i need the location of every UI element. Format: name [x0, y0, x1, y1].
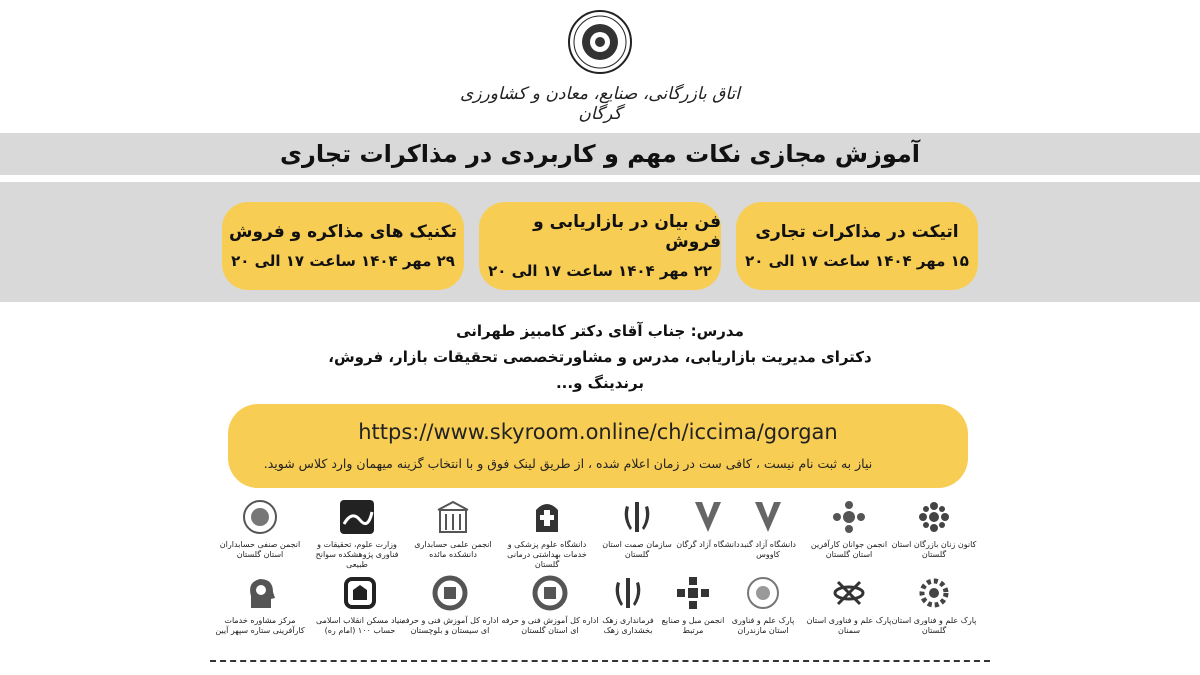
- org-item: [723, 574, 803, 636]
- building-icon: [434, 498, 472, 536]
- org-name: دانشگاه آزاد گنبد کاووس: [740, 540, 796, 559]
- org-item: [497, 498, 597, 570]
- org-name: اداره کل آموزش فنی و حرفه ای سیستان و بلوچستان: [401, 616, 499, 635]
- session-date: ۲۲ مهر ۱۴۰۴ ساعت ۱۷ الی ۲۰: [488, 262, 712, 280]
- iran-emblem-icon: [618, 498, 656, 536]
- org-name: دانشگاه آزاد گرگان: [676, 540, 740, 549]
- flower-emblem-icon: [830, 498, 868, 536]
- org-name: فرمانداری زهک بخشداری زهک: [602, 616, 654, 635]
- org-item: [803, 574, 895, 636]
- org-item: [888, 574, 980, 636]
- chamber-logo-text: اتاق بازرگانی، صنایع، معادن و کشاورزی گرگان: [460, 84, 740, 124]
- tvto-icon: [531, 574, 569, 612]
- session-title: تکنیک های مذاکره و فروش: [229, 222, 457, 242]
- atom-icon: [830, 574, 868, 612]
- head-gear-icon: [241, 574, 279, 612]
- org-name: بنیاد مسکن انقلاب اسلامی حساب ۱۰۰ (امام ره): [315, 616, 405, 635]
- chamber-emblem-icon: [569, 11, 631, 73]
- org-item: [210, 574, 310, 636]
- session-card-2: [479, 202, 721, 290]
- org-name: مرکز مشاوره خدمات کارآفرینی ستاره سپهر آیین: [215, 616, 305, 635]
- org-item: [888, 498, 980, 560]
- wave-icon: [338, 498, 376, 536]
- session-date: ۱۵ مهر ۱۴۰۴ ساعت ۱۷ الی ۲۰: [745, 252, 969, 270]
- tvto-icon: [431, 574, 469, 612]
- org-item: [597, 498, 677, 560]
- org-item: [315, 574, 405, 636]
- class-link[interactable]: https://www.skyroom.online/ch/iccima/gorgan: [358, 420, 838, 444]
- flower-emblem-icon: [915, 498, 953, 536]
- org-name: انجمن علمی حسابداری دانشکده مائده: [414, 540, 492, 559]
- title-band: [0, 133, 1200, 175]
- house-icon: [341, 574, 379, 612]
- org-name: وزارت علوم، تحقیقات و فناوری پژوهشکده سوانح طبیعی: [315, 540, 399, 569]
- instructor-name: مدرس: جناب آقای دکتر کامبیز طهرانی: [456, 322, 744, 340]
- org-item: [307, 498, 407, 570]
- instructor-info: [300, 318, 900, 396]
- azad-university-icon: [689, 498, 727, 536]
- session-card-1: [736, 202, 978, 290]
- session-card-3: [222, 202, 464, 290]
- org-name: دانشگاه علوم پزشکی و خدمات بهداشتی درمانی گلستان: [507, 540, 587, 569]
- medical-university-icon: [528, 498, 566, 536]
- azad-university-icon: [749, 498, 787, 536]
- org-item: [803, 498, 895, 560]
- class-link-box: [228, 404, 968, 488]
- org-name: سازمان صمت استان گلستان: [602, 540, 672, 559]
- org-item: [658, 574, 728, 636]
- org-name: انجمن جوانان کارآفرین استان گلستان: [810, 540, 888, 559]
- seal-icon: [241, 498, 279, 536]
- org-name: پارک علم و فناوری استان مازندران: [731, 616, 795, 635]
- link-note: نیاز به ثبت نام نیست ، کافی ست در زمان اعلام شده ، از طریق لینک فوق و با انتخاب گزینه میهمان وارد کلاس شوید.: [263, 456, 873, 471]
- session-title: اتیکت در مذاکرات تجاری: [755, 222, 959, 242]
- dashed-divider: [210, 660, 990, 662]
- org-item: [400, 574, 500, 636]
- org-item: [593, 574, 663, 636]
- chamber-logo: [440, 6, 760, 124]
- org-item: [210, 498, 310, 560]
- circle-emblem-icon: [744, 574, 782, 612]
- org-name: اداره کل آموزش فنی و حرفه ای استان گلستان: [501, 616, 599, 635]
- instructor-bio: دکترای مدیریت بازاریابی، مدرس و مشاورتخصصی تحقیقات بازار، فروش، برندینگ و...: [328, 348, 872, 392]
- partner-organizations: [200, 498, 980, 648]
- org-name: کانون زنان بازرگان استان گلستان: [891, 540, 977, 559]
- pattern-icon: [674, 574, 712, 612]
- org-item: [407, 498, 499, 560]
- org-name: انجمن صنفی حسابداران استان گلستان: [219, 540, 301, 559]
- org-item: [673, 498, 743, 550]
- session-title: فن بیان در بازاریابی و فروش: [533, 212, 721, 252]
- page-title: آموزش مجازی نکات مهم و کاربردی در مذاکرات تجاری: [280, 140, 920, 168]
- org-item: [500, 574, 600, 636]
- iran-emblem-icon: [609, 574, 647, 612]
- sessions-band: [0, 182, 1200, 302]
- session-date: ۲۹ مهر ۱۴۰۴ ساعت ۱۷ الی ۲۰: [231, 252, 455, 270]
- org-item: [733, 498, 803, 560]
- gear-icon: [915, 574, 953, 612]
- org-name: پارک علم و فناوری استان گلستان: [891, 616, 977, 635]
- org-name: پارک علم و فناوری استان سمنان: [806, 616, 892, 635]
- org-name: انجمن مبل و صنایع مرتبط: [661, 616, 725, 635]
